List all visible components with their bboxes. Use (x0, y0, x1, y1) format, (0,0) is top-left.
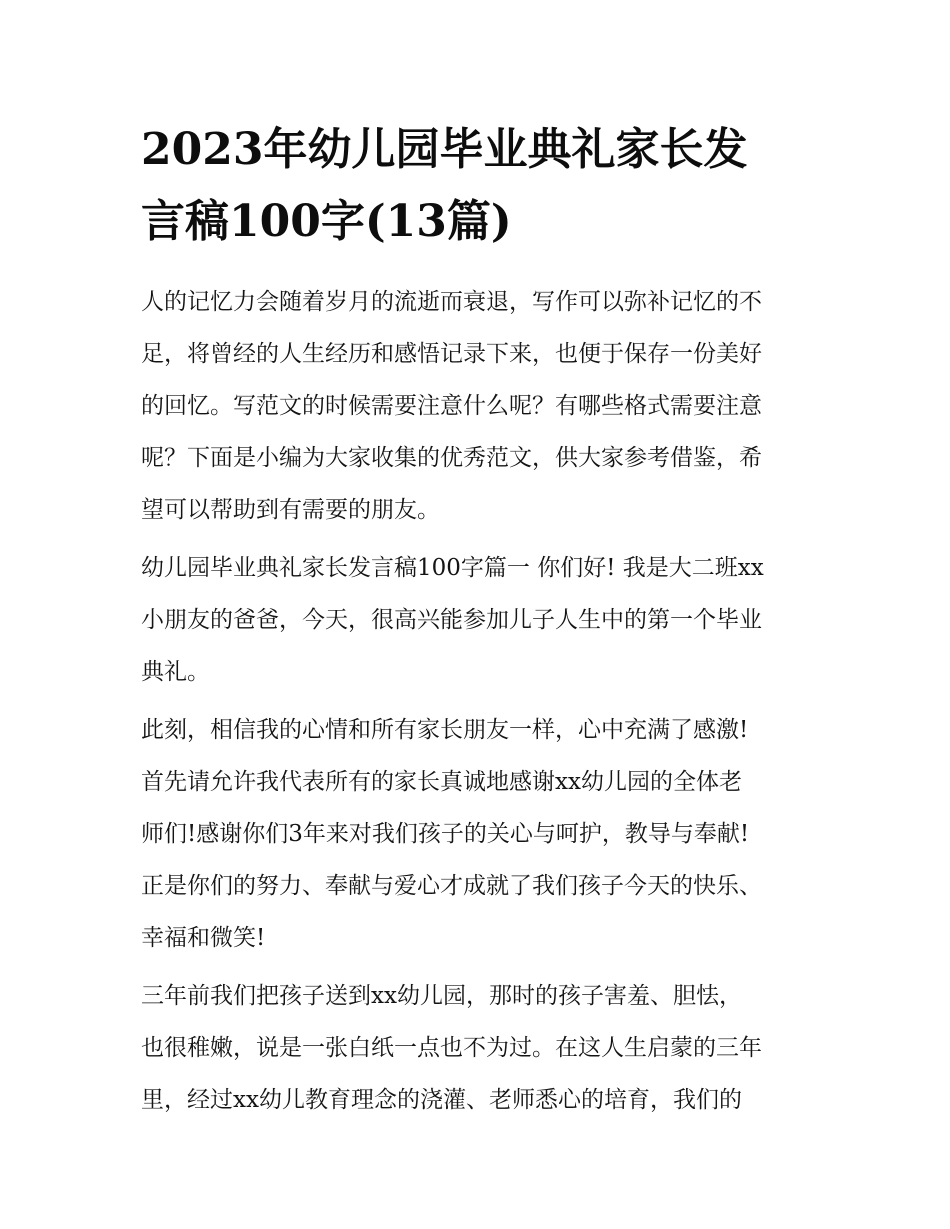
title-line-2: 言稿100字(13篇) (141, 196, 512, 247)
text-line: 呢？下面是小编为大家收集的优秀范文，供大家参考借鉴，希 (141, 445, 762, 471)
text-line: 幸福和微笑! (141, 925, 266, 951)
text-line: 师们!感谢你们3年来对我们孩子的关心与呵护，教导与奉献! (141, 821, 750, 847)
document-body (141, 276, 813, 1126)
title-line-1: 2023年幼儿园毕业典礼家长发 (141, 124, 748, 175)
memory-paragraph (141, 970, 813, 1126)
text-line: 典礼。 (141, 659, 210, 685)
text-line: 正是你们的努力、奉献与爱心才成就了我们孩子今天的快乐、 (141, 873, 762, 899)
text-line: 小朋友的爸爸，今天，很高兴能参加儿子人生中的第一个毕业 (141, 607, 762, 633)
text-line: 足，将曾经的人生经历和感悟记录下来，也便于保存一份美好 (141, 341, 762, 367)
text-line: 的回忆。写范文的时候需要注意什么呢？有哪些格式需要注意 (141, 393, 762, 419)
text-line: 此刻，相信我的心情和所有家长朋友一样，心中充满了感激! (141, 717, 749, 743)
text-line: 首先请允许我代表所有的家长真诚地感谢xx幼儿园的全体老 (141, 769, 742, 795)
document-page (141, 114, 813, 1132)
text-line: 也很稚嫩，说是一张白纸一点也不为过。在这人生启蒙的三年 (141, 1035, 762, 1061)
intro-paragraph (141, 276, 813, 536)
speech-opening-paragraph (141, 542, 813, 698)
text-line: 幼儿园毕业典礼家长发言稿100字篇一 你们好! 我是大二班xx (141, 555, 764, 581)
text-line: 三年前我们把孩子送到xx幼儿园，那时的孩子害羞、胆怯， (141, 983, 742, 1009)
text-line: 人的记忆力会随着岁月的流逝而衰退，写作可以弥补记忆的不 (141, 289, 762, 315)
text-line: 望可以帮助到有需要的朋友。 (141, 497, 440, 523)
document-title (141, 114, 813, 258)
gratitude-paragraph (141, 704, 813, 964)
text-line: 里，经过xx幼儿教育理念的浇灌、老师悉心的培育，我们的 (141, 1087, 742, 1113)
